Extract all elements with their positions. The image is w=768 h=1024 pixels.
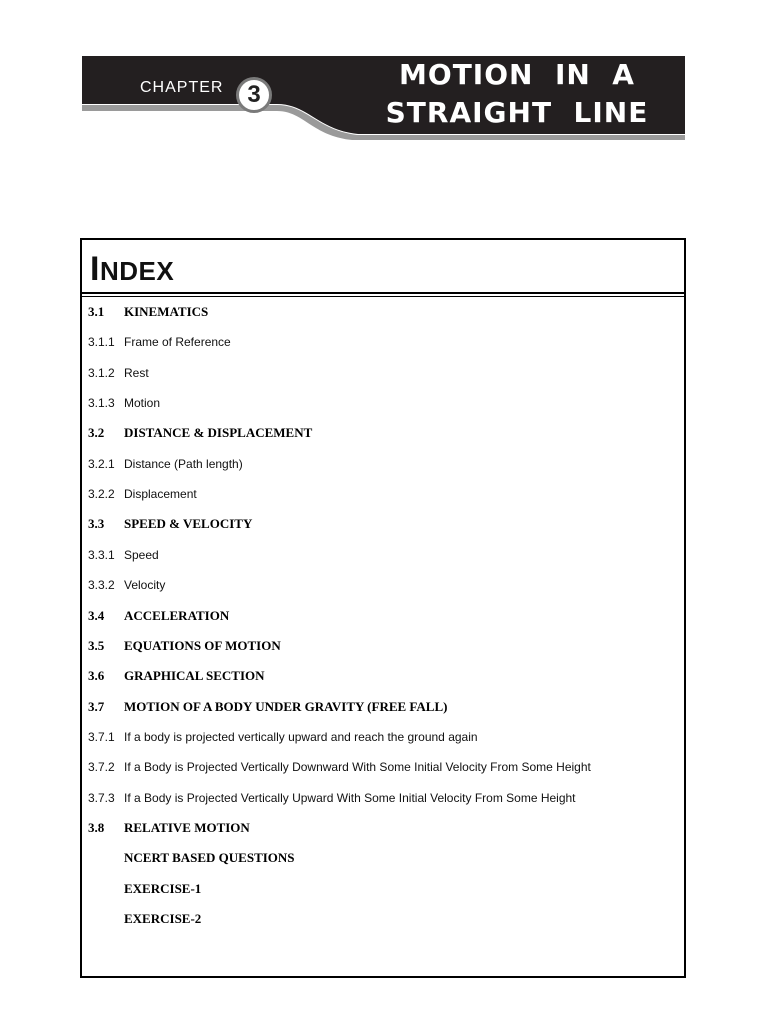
index-entry-label: RELATIVE MOTION: [124, 820, 250, 835]
index-entry-number: 3.3.1: [88, 548, 115, 562]
index-entry: [88, 848, 295, 868]
index-entry-number: 3.2.1: [88, 457, 115, 471]
index-entry: [88, 697, 447, 717]
chapter-banner: [82, 56, 685, 140]
index-entry-number: 3.7.3: [88, 791, 115, 805]
index-entry: [88, 514, 252, 534]
index-entry-number: 3.7.1: [88, 730, 115, 744]
index-entry-number: 3.7: [88, 699, 105, 714]
index-entry: [88, 302, 208, 322]
index-entry-label: DISTANCE & DISPLACEMENT: [124, 425, 313, 440]
index-entry: [88, 545, 159, 565]
index-entry: [88, 757, 591, 777]
index-entry-number: 3.8: [88, 820, 105, 835]
index-entry-label: Displacement: [124, 487, 197, 501]
index-entry-number: 3.1.3: [88, 396, 115, 410]
index-entry-label: Speed: [124, 548, 159, 562]
index-entry-number: 3.3: [88, 516, 105, 531]
index-entry-number: 3.1.2: [88, 366, 115, 380]
index-entry-number: 3.5: [88, 638, 105, 653]
index-entry-label: ACCELERATION: [124, 608, 230, 623]
index-entry-label: NCERT BASED QUESTIONS: [124, 850, 295, 865]
index-entry-number: 3.1: [88, 304, 105, 319]
index-entry-number: 3.3.2: [88, 578, 115, 592]
index-entry: [88, 484, 197, 504]
index-entry: [88, 363, 149, 383]
index-entry-number: 3.6: [88, 668, 105, 683]
chapter-label: CHAPTER: [140, 79, 224, 96]
index-entry: [88, 454, 243, 474]
index-entry-label: If a Body is Projected Vertically Upward With Some Initial Velocity From Some Height: [124, 791, 576, 805]
index-entry: [88, 909, 201, 929]
index-entry-label: EXERCISE-1: [124, 881, 202, 896]
index-entry: [88, 423, 312, 443]
index-entry: [88, 393, 160, 413]
index-entry-label: MOTION OF A BODY UNDER GRAVITY (FREE FALL): [124, 699, 448, 714]
index-entry: [88, 606, 229, 626]
index-entry-label: If a body is projected vertically upward and reach the ground again: [124, 730, 478, 744]
index-entry-label: GRAPHICAL SECTION: [124, 668, 265, 683]
index-entry-number: 3.1.1: [88, 335, 115, 349]
index-entry: [88, 727, 478, 747]
index-heading-rest: NDEX: [99, 256, 175, 286]
index-box: [80, 238, 686, 978]
chapter-title-line-1: MOTION IN A: [399, 58, 635, 91]
index-entry-label: Distance (Path length): [124, 457, 243, 471]
index-entry: [88, 788, 576, 808]
index-entry-label: Frame of Reference: [124, 335, 231, 349]
index-entry: [88, 879, 201, 899]
index-entry: [88, 575, 165, 595]
index-entry-number: 3.7.2: [88, 760, 115, 774]
chapter-title: [352, 56, 682, 132]
index-entry-number: 3.4: [88, 608, 105, 623]
index-entry-label: EQUATIONS OF MOTION: [124, 638, 281, 653]
index-entry-label: KINEMATICS: [124, 304, 209, 319]
index-heading-initial: I: [90, 250, 100, 288]
index-entries: [82, 240, 684, 976]
index-entry-number: 3.2: [88, 425, 105, 440]
index-entry-number: 3.2.2: [88, 487, 115, 501]
index-entry-label: If a Body is Projected Vertically Downward With Some Initial Velocity From Some Height: [124, 760, 591, 774]
index-entry-label: SPEED & VELOCITY: [124, 516, 253, 531]
index-entry-label: EXERCISE-2: [124, 911, 202, 926]
index-entry-label: Velocity: [124, 578, 166, 592]
index-entry: [88, 818, 250, 838]
index-entry-label: Motion: [124, 396, 161, 410]
index-entry: [88, 666, 265, 686]
index-entry-label: Rest: [124, 366, 149, 380]
chapter-number-badge: 3: [236, 77, 272, 113]
index-entry: [88, 332, 231, 352]
chapter-title-line-2: STRAIGHT LINE: [385, 96, 649, 129]
index-entry: [88, 636, 281, 656]
